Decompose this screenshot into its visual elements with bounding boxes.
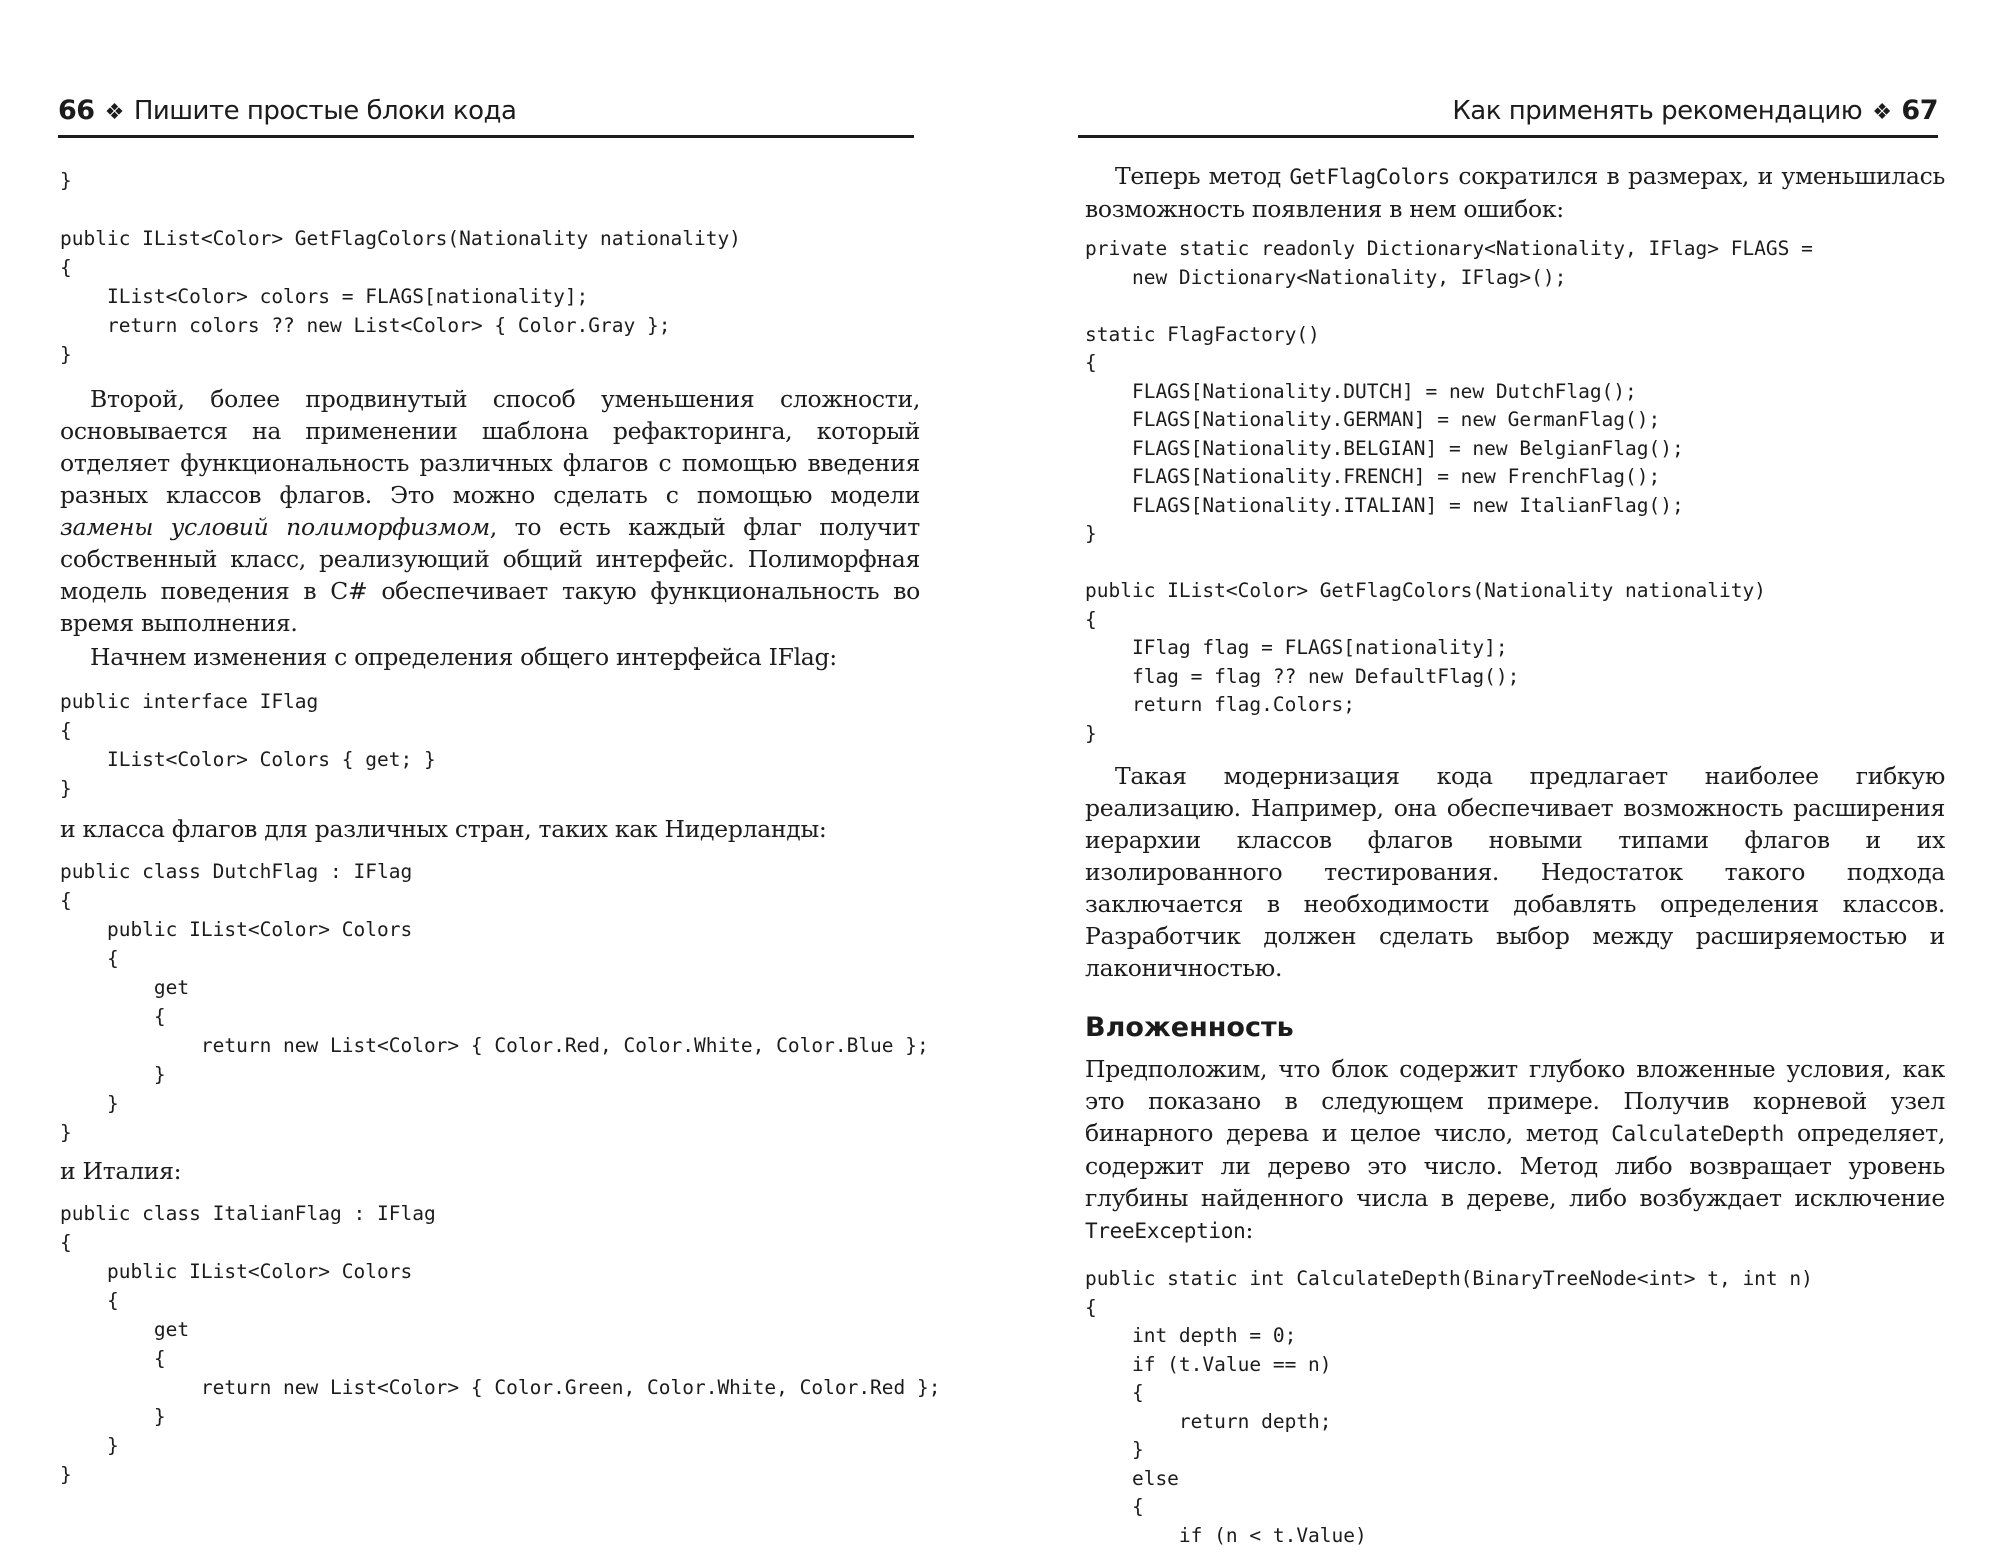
paragraph-modernization: Такая модернизация кода предлагает наиболее гибкую реализацию. Например, она обеспечивает возможность расширения иерархии классов флагов новыми типами флагов и их изолированного тестирования. Недостаток такого подхода заключается в необходимости добавлять определения классов. Разработчик должен сделать выбор между расширяемостью и лаконичностью. [1085, 762, 1945, 982]
paragraph-italy-intro: и Италия: [60, 1157, 182, 1185]
paragraph-text: Теперь метод [1115, 162, 1290, 190]
running-title: Пишите простые блоки кода [133, 96, 517, 126]
paragraph-shrunk-method [1085, 160, 1945, 225]
inline-code: CalculateDepth [1611, 1122, 1785, 1146]
page-number: 66 [58, 95, 95, 126]
code-block-dutch-flag: public class DutchFlag : IFlag { public IList<Color> Colors { get { return new List<Color> { Color.Red, Color.White, Color.Blue }; } } } [60, 860, 929, 1144]
running-title: Как применять рекомендацию [1452, 96, 1863, 126]
code-block-get-flag-colors: } public IList<Color> GetFlagColors(Nationality nationality) { IList<Color> colors = FLAGS[nationality]; return colors ?? new List<Color> { Color.Gray }; } [60, 169, 741, 366]
paragraph-nesting [1085, 1053, 1945, 1247]
code-block-italian-flag: public class ItalianFlag : IFlag { public IList<Color> Colors { get { return new List<Color> { Color.Green, Color.White, Color.Red }; } } } [60, 1202, 941, 1486]
right-content [1085, 160, 1945, 1550]
ornament-icon: ❖ [1872, 100, 1892, 125]
code-block-calculate-depth: public static int CalculateDepth(BinaryTreeNode<int> t, int n) { int depth = 0; if (t.Value == n) { return depth; } else { if (n < t.Value) [1085, 1267, 1813, 1547]
right-page [1000, 0, 2000, 1558]
paragraph-text: Предположим, что блок содержит глубоко вложенные условия, как это показано в следующем примере. Получив корневой узел бинарного дерева и целое число, метод [1085, 1055, 1945, 1147]
section-heading: Вложенность [1085, 1012, 1294, 1043]
paragraph-polymorphism [60, 383, 920, 639]
left-running-header [58, 95, 914, 138]
page-number: 67 [1901, 95, 1938, 126]
paragraph-text: определяет, содержит ли дерево это число. Метод либо возвращает уровень глубины найденного числа в дереве, либо возбуждает исключение [1085, 1119, 1945, 1212]
paragraph-text: : [1245, 1216, 1254, 1244]
left-content [60, 158, 941, 1489]
emphasis-term: замены условий полиморфизмом [60, 513, 490, 541]
inline-code: GetFlagColors [1289, 165, 1450, 189]
paragraph-text: Второй, более продвинутый способ уменьшения сложности, основывается на применении шаблона рефакторинга, который отделяет функциональность различных флагов с помощью введения разных классов флагов. Это можно сделать с помощью модели [60, 385, 920, 509]
right-running-header [1078, 95, 1938, 138]
code-block-iflag: public interface IFlag { IList<Color> Colors { get; } } [60, 690, 436, 800]
paragraph-text: сократился в размерах, и уменьшилась возможность появления в нем ошибок: [1085, 162, 1945, 223]
code-block-flag-factory: private static readonly Dictionary<Nationality, IFlag> FLAGS = new Dictionary<Nationality, IFlag>(); static FlagFactory() { FLAGS[Nationality.DUTCH] = new DutchFlag(); FLAGS[Nationality.GERMAN] = new GermanFlag(); FLAGS[Nationality.BELGIAN] = new BelgianFlag(); FLAGS[Nationality.FRENCH] = new FrenchFlag(); FLAGS[Nationality.ITALIAN] = new ItalianFlag(); } public IList<Color> GetFlagColors(Nationality nationality) { IFlag flag = FLAGS[nationality]; flag = flag ?? new DefaultFlag(); return flag.Colors; } [1085, 237, 1813, 745]
paragraph-iflag-intro: Начнем изменения с определения общего интерфейса IFlag: [90, 643, 837, 671]
paragraph-text: , то есть каждый флаг получит собственный класс, реализующий общий интерфейс. Полиморфная модель поведения в C# обеспечивает такую функциональность во время выполнения. [60, 513, 920, 637]
ornament-icon: ❖ [104, 100, 124, 125]
inline-code: TreeException [1085, 1219, 1246, 1243]
paragraph-dutch-intro: и класса флагов для различных стран, таких как Нидерланды: [60, 815, 827, 843]
